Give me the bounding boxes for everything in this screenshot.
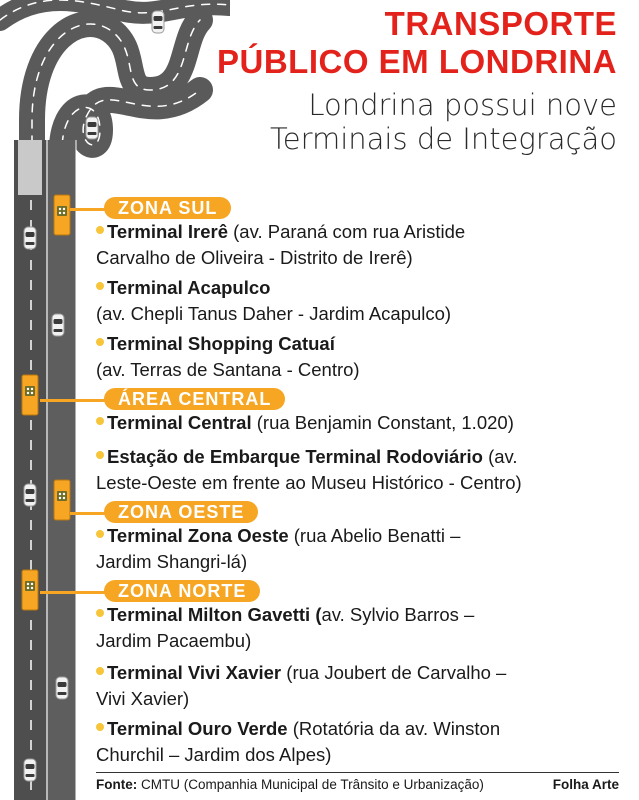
terminal-detail: Jardim Shangri-lá) — [96, 551, 248, 572]
title-line-2: PÚBLICO EM LONDRINA — [217, 43, 617, 80]
bullet-dot — [96, 451, 104, 459]
bullet-dot — [96, 338, 104, 346]
terminal-detail: (av. — [482, 446, 518, 467]
terminal-entry-5 — [96, 444, 616, 496]
zone-connector — [40, 399, 110, 402]
terminal-entry-3 — [96, 331, 616, 383]
bullet-dot — [96, 530, 104, 538]
zone-label-norte: ZONA NORTE — [104, 580, 260, 602]
terminal-entry-9 — [96, 716, 616, 768]
footer-divider — [96, 772, 619, 773]
bullet-dot — [96, 667, 104, 675]
terminal-detail: av. Sylvio Barros – — [321, 604, 475, 625]
terminal-name: Terminal Irerê — [107, 221, 228, 242]
bullet-dot — [96, 723, 104, 731]
bullet-dot — [96, 609, 104, 617]
subtitle-line-2: Terminais de Integração — [269, 122, 617, 156]
terminal-name: Terminal Shopping Catuaí — [107, 333, 335, 354]
source-note — [96, 777, 484, 792]
terminal-detail: (Rotatória da av. Winston — [287, 718, 501, 739]
terminal-detail: Leste-Oeste em frente ao Museu Histórico - Centro) — [96, 472, 522, 493]
terminal-name: Terminal Ouro Verde — [107, 718, 288, 739]
bullet-dot — [96, 226, 104, 234]
terminal-detail: Carvalho de Oliveira - Distrito de Irerê) — [96, 247, 413, 268]
source-text: CMTU (Companhia Municipal de Trânsito e Urbanização) — [137, 777, 484, 792]
title-line-1: TRANSPORTE — [384, 5, 617, 42]
terminal-name: Terminal Central — [107, 412, 252, 433]
terminal-name: Terminal Vivi Xavier — [107, 662, 282, 683]
zone-connector — [40, 591, 110, 594]
terminal-detail: (rua Benjamin Constant, 1.020) — [251, 412, 514, 433]
zone-label-sul: ZONA SUL — [104, 197, 231, 219]
terminal-entry-4 — [96, 410, 616, 436]
bullet-dot — [96, 417, 104, 425]
art-credit: Folha Arte — [552, 777, 619, 792]
terminal-name: Estação de Embarque Terminal Rodoviário — [107, 446, 483, 467]
terminal-entry-2 — [96, 275, 616, 327]
terminal-entry-1 — [96, 219, 616, 271]
terminal-detail: (av. Terras de Santana - Centro) — [96, 359, 360, 380]
terminal-name: Terminal Acapulco — [107, 277, 271, 298]
terminal-detail: Jardim Pacaembu) — [96, 630, 252, 651]
terminal-detail: (av. Chepli Tanus Daher - Jardim Acapulco) — [96, 303, 452, 324]
terminal-detail: Vivi Xavier) — [96, 688, 190, 709]
terminal-entry-8 — [96, 660, 616, 712]
zone-label-oeste: ZONA OESTE — [104, 501, 258, 523]
terminal-detail: (rua Abelio Benatti – — [288, 525, 461, 546]
terminal-entry-7 — [96, 602, 616, 654]
source-label: Fonte: — [96, 777, 138, 792]
zone-label-central: ÁREA CENTRAL — [104, 388, 285, 410]
terminal-entry-6 — [96, 523, 616, 575]
terminal-detail: Churchil – Jardim dos Alpes) — [96, 744, 332, 765]
terminal-detail: (rua Joubert de Carvalho – — [281, 662, 507, 683]
terminal-name: Terminal Milton Gavetti ( — [107, 604, 322, 625]
terminal-name: Terminal Zona Oeste — [107, 525, 289, 546]
subtitle-line-1: Londrina possui nove — [308, 88, 617, 122]
bullet-dot — [96, 282, 104, 290]
terminal-detail: (av. Paraná com rua Aristide — [228, 221, 466, 242]
